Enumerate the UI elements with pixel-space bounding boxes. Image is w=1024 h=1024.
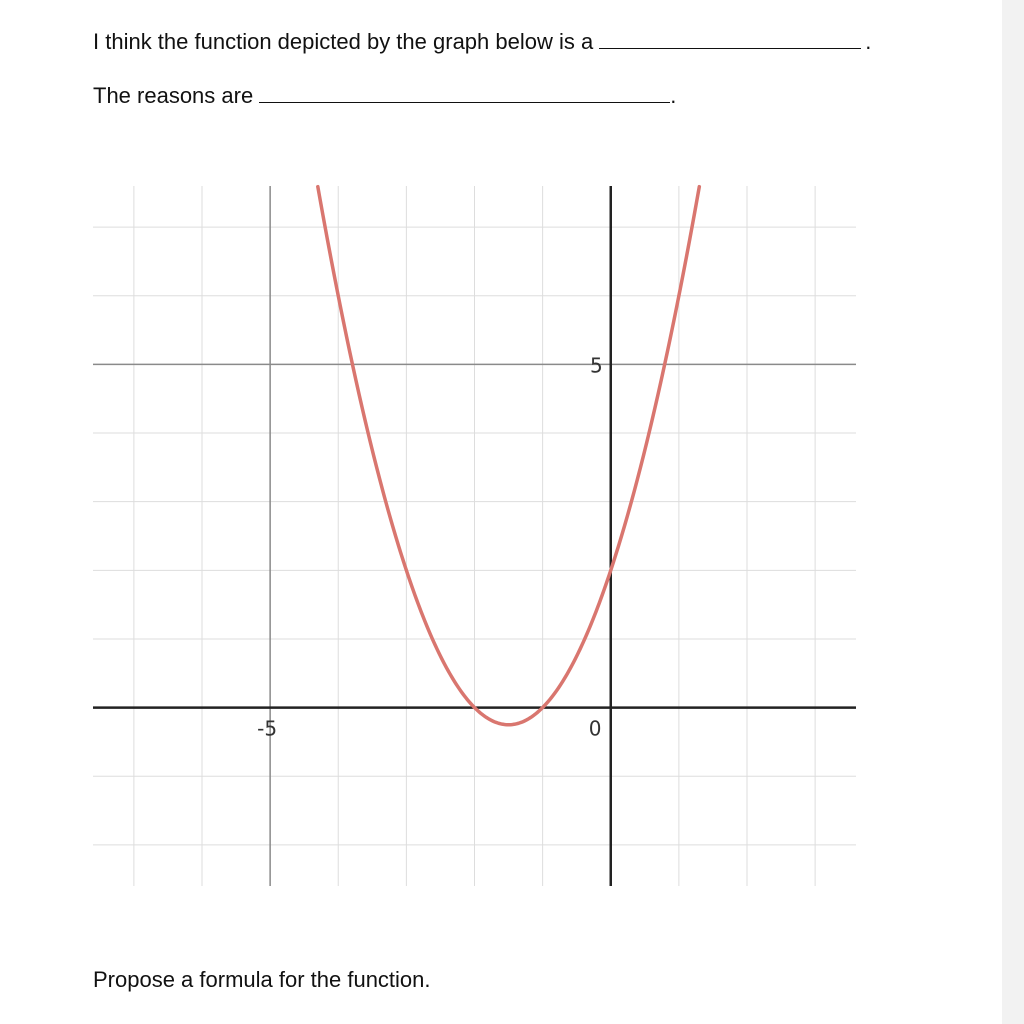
grid-minor-lines — [93, 186, 856, 886]
tick-labels — [257, 353, 603, 740]
question-2-text: The reasons are — [93, 83, 254, 108]
x-tick-label: 0 — [588, 716, 602, 741]
question-line-3 — [93, 969, 431, 991]
question-3-text: Propose a formula for the function. — [93, 967, 431, 992]
parabola-curve — [318, 187, 700, 725]
question-1-text: I think the function depicted by the graph below is a — [93, 29, 594, 54]
question-1-period: . — [865, 29, 872, 54]
question-2-period: . — [670, 83, 677, 108]
x-tick-label: -5 — [257, 716, 278, 741]
y-tick-label: 5 — [590, 353, 603, 378]
